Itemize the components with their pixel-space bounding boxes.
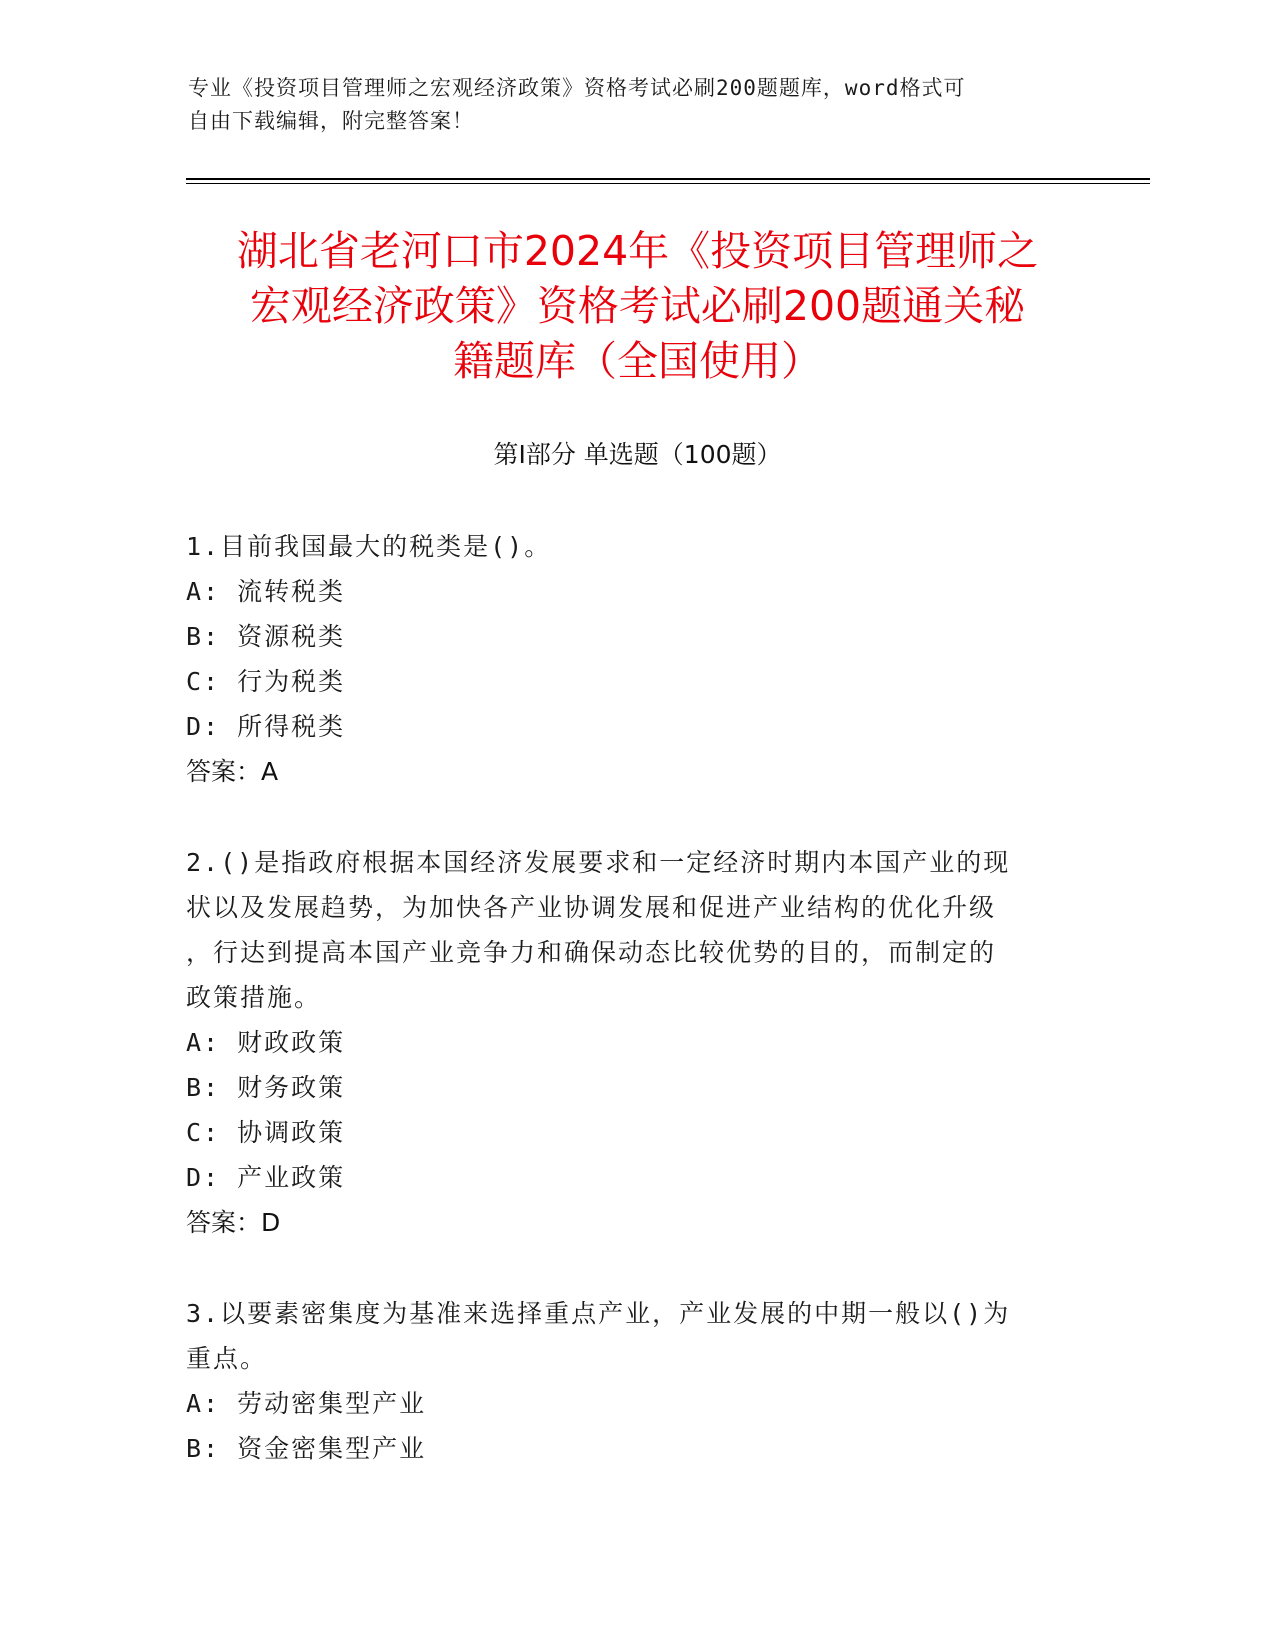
option-b: B: 资金密集型产业 — [186, 1434, 427, 1463]
header-note — [188, 72, 1088, 138]
header-note-line: 自由下载编辑，附完整答案！ — [188, 109, 474, 133]
option-a: A: 财政政策 — [186, 1028, 346, 1057]
answer-label: 答案：D — [186, 1208, 281, 1237]
option-a: A: 劳动密集型产业 — [186, 1389, 427, 1418]
answer-label: 答案：A — [186, 757, 279, 786]
question-stem: 2.()是指政府根据本国经济发展要求和一定经济时期内本国产业的现 — [186, 848, 1011, 877]
option-a: A: 流转税类 — [186, 577, 346, 606]
question-stem: 3.以要素密集度为基准来选择重点产业，产业发展的中期一般以()为 — [186, 1299, 1011, 1328]
header-rule-thin — [186, 183, 1150, 184]
document-title — [150, 224, 1125, 389]
question-block — [186, 840, 1086, 1245]
question-block — [186, 1291, 1086, 1471]
question-stem: 重点。 — [186, 1344, 268, 1373]
section-heading: 第Ⅰ部分 单选题（100题） — [493, 440, 782, 469]
question-stem: 状以及发展趋势，为加快各产业协调发展和促进产业结构的优化升级 — [186, 893, 997, 922]
question-block — [186, 524, 1086, 794]
question-stem: 政策措施。 — [186, 983, 322, 1012]
option-c: C: 协调政策 — [186, 1118, 346, 1147]
title-line: 宏观经济政策》资格考试必刷200题通关秘 — [249, 282, 1026, 330]
option-d: D: 产业政策 — [186, 1163, 346, 1192]
question-stem: 1.目前我国最大的税类是()。 — [186, 532, 552, 561]
option-b: B: 财务政策 — [186, 1073, 346, 1102]
title-line: 籍题库（全国使用） — [453, 337, 822, 385]
option-b: B: 资源税类 — [186, 622, 346, 651]
question-stem: ，行达到提高本国产业竞争力和确保动态比较优势的目的，而制定的 — [186, 938, 997, 967]
header-rule-thick — [186, 178, 1150, 180]
title-line: 湖北省老河口市2024年《投资项目管理师之 — [236, 227, 1039, 275]
header-note-line: 专业《投资项目管理师之宏观经济政策》资格考试必刷200题题库，word格式可 — [188, 76, 966, 100]
option-d: D: 所得税类 — [186, 712, 346, 741]
option-c: C: 行为税类 — [186, 667, 346, 696]
